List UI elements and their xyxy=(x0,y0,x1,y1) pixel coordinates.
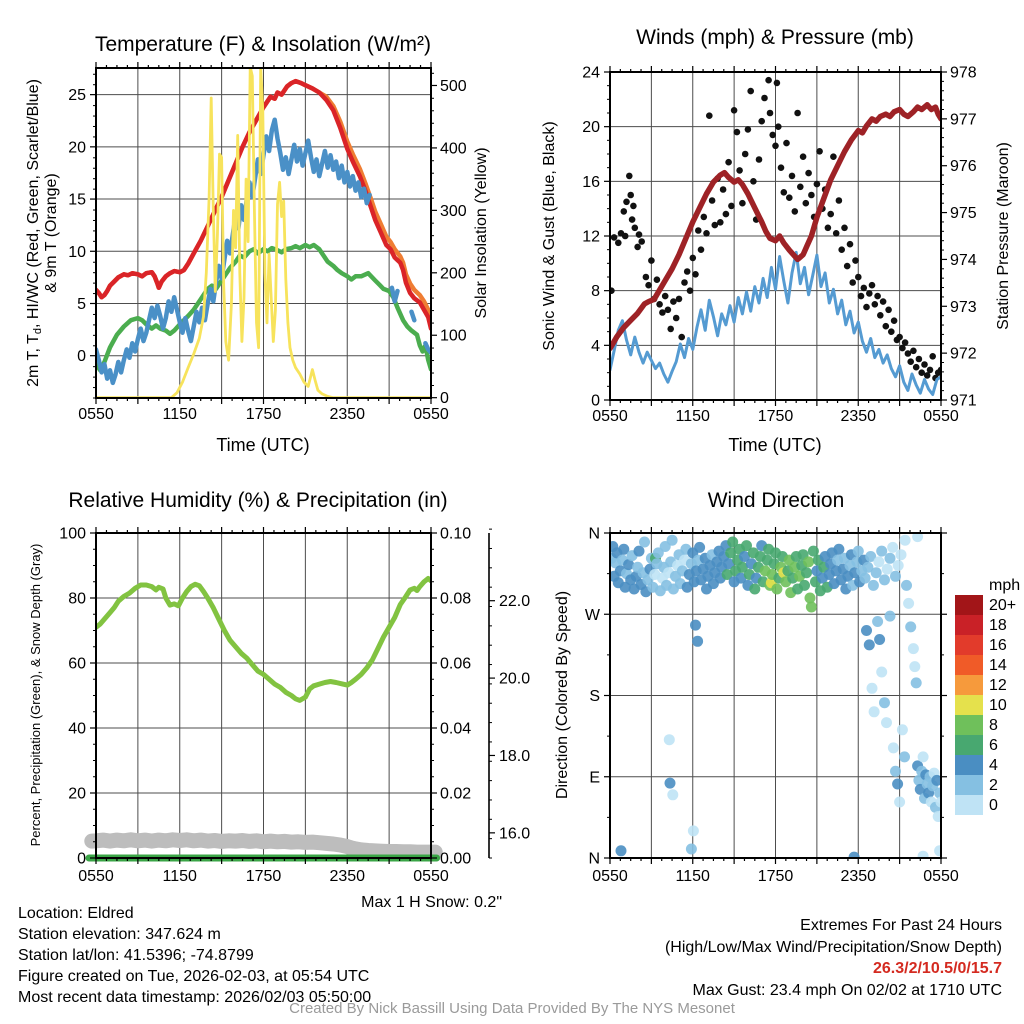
extremes-title: Extremes For Past 24 Hours xyxy=(800,917,1002,934)
gust-dots-dot xyxy=(797,184,804,191)
x-tick-label: 0550 xyxy=(413,406,449,423)
wind-direction-dots-dot xyxy=(873,556,884,567)
legend-swatch xyxy=(955,595,983,615)
wind-direction-dots-dot xyxy=(665,778,676,789)
chart2-plot-area xyxy=(582,65,977,426)
wind-direction-dots-dot xyxy=(860,573,871,584)
chart2-title: Winds (mph) & Pressure (mb) xyxy=(636,26,914,49)
gust-dots-dot xyxy=(706,112,713,119)
gust-dots-dot xyxy=(638,238,645,245)
wind-direction-dots-dot xyxy=(879,697,890,708)
wind-direction-dots-dot xyxy=(876,546,887,557)
legend-swatch xyxy=(955,695,983,715)
y-tick-label: 24 xyxy=(582,64,600,82)
gust-dots-dot xyxy=(814,181,821,188)
y-tick-label: 0.10 xyxy=(440,525,472,543)
y-tick-label: 400 xyxy=(440,140,467,158)
gust-dots-dot xyxy=(643,274,650,281)
legend-swatch xyxy=(955,655,983,675)
wind-direction-dots-dot xyxy=(934,845,945,856)
y-tick-label: 4 xyxy=(591,337,600,355)
gust-dots-dot xyxy=(769,132,776,139)
x-tick-label: 0550 xyxy=(923,868,959,885)
y-tick-label: 300 xyxy=(440,202,467,220)
gust-dots-dot xyxy=(739,200,746,207)
wind-direction-dots-dot xyxy=(664,734,675,745)
wind-direction-dots-dot xyxy=(639,537,650,548)
station-info xyxy=(18,903,371,1008)
legend-title: mph xyxy=(989,577,1021,594)
wind-direction-dots-dot xyxy=(688,825,699,836)
station-elevation: Station elevation: 347.624 m xyxy=(18,926,221,943)
gust-dots-dot xyxy=(827,211,834,218)
y-tick-label: 0 xyxy=(77,850,86,868)
y-tick-label: 0.08 xyxy=(440,590,472,608)
station-latlon: Station lat/lon: 41.5396; -74.8799 xyxy=(18,947,254,964)
legend-label: 12 xyxy=(989,677,1007,694)
gust-dots-dot xyxy=(816,148,823,155)
y-tick-label: 10 xyxy=(68,243,86,261)
y-tick-label: S xyxy=(589,688,600,705)
extremes-subtitle: (High/Low/Max Wind/Precipitation/Snow Depth) xyxy=(664,938,1002,956)
gust-dots-dot xyxy=(808,192,815,199)
x-tick-label: 1150 xyxy=(162,868,197,885)
max-snow-note: Max 1 H Snow: 0.2" xyxy=(361,894,502,911)
gust-dots-dot xyxy=(841,225,848,232)
y-tick-label: 100 xyxy=(440,327,467,345)
extremes-values: 26.3/2/10.5/0/15.7 xyxy=(873,960,1002,977)
gust-dots-dot xyxy=(772,143,779,150)
gust-dots-dot xyxy=(684,268,691,275)
chart-humidity-precipitation xyxy=(28,489,530,885)
gust-dots-dot xyxy=(849,279,856,286)
gust-dots-dot xyxy=(800,153,807,160)
figure-created: Figure created on Tue, 2026-02-03, at 05:54 UTC xyxy=(18,968,370,985)
x-tick-label: 1750 xyxy=(757,408,794,425)
gust-dots-dot xyxy=(767,110,774,117)
wind-direction-dots-dot xyxy=(876,667,887,678)
wind-direction-dots-dot xyxy=(869,706,880,717)
wind-direction-dots-dot xyxy=(879,574,890,585)
wind-direction-dots-dot xyxy=(686,844,697,855)
y-tick-label: 0.00 xyxy=(440,850,472,868)
legend-swatch xyxy=(955,775,983,795)
gust-dots-dot xyxy=(758,118,765,125)
gust-dots-dot xyxy=(703,230,710,237)
series-gust-dots xyxy=(608,77,944,382)
wind-direction-dots-dot xyxy=(749,584,760,595)
gust-dots-dot xyxy=(891,317,898,324)
gust-dots-dot xyxy=(734,129,741,136)
gust-dots-dot xyxy=(627,192,634,199)
y-tick-label: 500 xyxy=(440,77,467,95)
wind-direction-dots-dot xyxy=(616,845,627,856)
gust-dots-dot xyxy=(838,246,845,253)
gust-dots-dot xyxy=(623,199,630,206)
gust-dots-dot xyxy=(902,339,909,346)
x-tick-label: 1150 xyxy=(675,868,710,885)
gust-dots-dot xyxy=(747,88,754,95)
chart4-plot-area xyxy=(585,526,959,886)
gust-dots-dot xyxy=(858,293,865,300)
gust-dots-dot xyxy=(731,107,738,114)
gust-dots-dot xyxy=(927,367,934,374)
gust-dots-dot xyxy=(888,328,895,335)
x-tick-label: 0550 xyxy=(78,406,114,423)
gust-dots-dot xyxy=(701,214,708,221)
legend-label: 8 xyxy=(989,717,998,734)
y-tick-label: 16 xyxy=(582,173,600,191)
gust-dots-dot xyxy=(852,257,859,264)
gust-dots-dot xyxy=(847,241,854,248)
wind-direction-dots-dot xyxy=(918,851,929,862)
legend-label: 20+ xyxy=(989,597,1017,614)
y-tick-label: N xyxy=(588,850,600,868)
wind-direction-dots-dot xyxy=(690,620,701,631)
gust-dots-dot xyxy=(803,200,810,207)
gust-dots-dot xyxy=(634,244,641,251)
gust-dots-dot xyxy=(781,189,788,196)
gust-dots-dot xyxy=(692,271,699,278)
wind-direction-dots-dot xyxy=(897,724,908,735)
legend-swatch xyxy=(955,735,983,755)
gust-dots-dot xyxy=(709,197,716,204)
gust-dots-dot xyxy=(632,225,639,232)
wind-direction-dots-dot xyxy=(874,634,885,645)
gust-dots-dot xyxy=(929,353,936,360)
gust-dots-dot xyxy=(833,230,840,237)
gust-dots-dot xyxy=(621,208,628,215)
wind-direction-dots-dot xyxy=(896,549,907,560)
y-tick-label: 20 xyxy=(582,119,600,137)
gust-dots-dot xyxy=(789,173,796,180)
legend-swatch xyxy=(955,795,983,815)
y-tick-label: 975 xyxy=(950,205,977,223)
y-tick-label: 0.04 xyxy=(440,720,472,738)
y-tick-label: 60 xyxy=(68,655,86,673)
gust-dots-dot xyxy=(678,334,685,341)
wind-direction-dots-dot xyxy=(806,602,817,613)
gust-dots-dot xyxy=(836,197,843,204)
y-tick-label: 20 xyxy=(68,139,86,157)
chart1-left-axis-label-line2: & 9m T (Orange) xyxy=(43,173,60,293)
gust-dots-dot xyxy=(636,231,643,238)
chart2-right-axis-label: Station Pressure (Maroon) xyxy=(995,142,1012,330)
legend-label: 4 xyxy=(989,757,998,774)
wind-direction-dots-dot xyxy=(871,567,882,578)
y-tick-label: 973 xyxy=(950,298,977,316)
third-axis-tick-label: 18.0 xyxy=(499,747,531,765)
gust-dots-dot xyxy=(654,276,661,283)
gust-dots-dot xyxy=(629,216,636,223)
legend-label: 16 xyxy=(989,637,1007,654)
gust-dots-dot xyxy=(896,334,903,341)
y-tick-label: 12 xyxy=(582,228,600,246)
gust-dots-dot xyxy=(750,178,757,185)
legend-swatch xyxy=(955,675,983,695)
wind-direction-dots-dot xyxy=(908,643,919,654)
wind-direction-dots-dot xyxy=(901,580,912,591)
gust-dots-dot xyxy=(825,225,832,232)
gust-dots-dot xyxy=(723,211,730,218)
gust-dots-dot xyxy=(774,80,781,87)
chart3-plot-area xyxy=(59,526,530,886)
chart1-plot-area xyxy=(68,62,467,423)
gust-dots-dot xyxy=(673,315,680,322)
gust-dots-dot xyxy=(728,203,735,210)
wind-direction-dots-dot xyxy=(801,567,812,578)
y-tick-label: 978 xyxy=(950,64,977,82)
gust-dots-dot xyxy=(877,312,884,319)
third-axis-tick-label: 22.0 xyxy=(499,593,531,611)
gust-dots-dot xyxy=(861,285,868,292)
gust-dots-dot xyxy=(786,194,793,201)
x-tick-label: 1150 xyxy=(162,406,197,423)
y-tick-label: 0.06 xyxy=(440,655,472,673)
wind-direction-dots-dot xyxy=(881,717,892,728)
x-tick-label: 1150 xyxy=(675,408,710,425)
chart4-title: Wind Direction xyxy=(707,489,845,512)
third-axis-tick-label: 20.0 xyxy=(499,670,531,688)
y-tick-label: 0.02 xyxy=(440,785,472,803)
chart4-left-axis-label: Direction (Colored By Speed) xyxy=(554,590,571,800)
wind-direction-dots-dot xyxy=(803,556,814,567)
legend-swatch xyxy=(955,755,983,775)
y-tick-label: 25 xyxy=(68,87,86,105)
wind-direction-dots-dot xyxy=(905,621,916,632)
wind-direction-dots-dot xyxy=(887,542,898,553)
y-tick-label: 15 xyxy=(68,191,86,209)
y-tick-label: 971 xyxy=(950,392,977,410)
gust-dots-dot xyxy=(645,282,652,289)
extremes-block xyxy=(665,915,1002,1001)
legend-label: 10 xyxy=(989,697,1007,714)
x-tick-label: 0550 xyxy=(592,408,628,425)
legend-label: 14 xyxy=(989,657,1007,674)
y-tick-label: 977 xyxy=(950,111,977,129)
y-tick-label: 100 xyxy=(59,525,86,543)
gust-dots-dot xyxy=(687,287,694,294)
gust-dots-dot xyxy=(690,255,697,262)
gust-dots-dot xyxy=(910,348,917,355)
wind-direction-dots-dot xyxy=(667,789,678,800)
gust-dots-dot xyxy=(698,246,705,253)
wind-direction-dots-dot xyxy=(903,598,914,609)
y-tick-label: W xyxy=(584,606,600,624)
gust-dots-dot xyxy=(872,301,879,308)
wind-direction-dots-dot xyxy=(634,546,645,557)
y-tick-label: 20 xyxy=(68,785,86,803)
wind-direction-dots-dot xyxy=(771,584,782,595)
chart1-left-axis-label-line1: 2m T, Td, HI/WC (Red, Green, Scarlet/Blue) xyxy=(25,79,44,387)
gust-dots-dot xyxy=(863,304,870,311)
third-axis-tick-label: 16.0 xyxy=(499,825,531,843)
wind-direction-dots-dot xyxy=(899,751,910,762)
x-tick-label: 0550 xyxy=(923,408,959,425)
y-tick-label: 5 xyxy=(77,295,86,313)
gust-dots-dot xyxy=(885,307,892,314)
gust-dots-dot xyxy=(665,307,672,314)
y-tick-label: 0 xyxy=(440,390,449,408)
y-tick-label: 0 xyxy=(591,392,600,410)
wind-direction-dots-dot xyxy=(861,625,872,636)
gust-dots-dot xyxy=(648,257,655,264)
gust-dots-dot xyxy=(794,110,801,117)
gust-dots-dot xyxy=(844,263,851,270)
gust-dots-dot xyxy=(745,126,752,133)
gust-dots-dot xyxy=(630,203,637,210)
max-gust: Max Gust: 23.4 mph On 02/02 at 1710 UTC xyxy=(692,981,1002,999)
y-tick-label: 40 xyxy=(68,720,86,738)
chart3-title: Relative Humidity (%) & Precipitation (in) xyxy=(68,489,448,512)
y-tick-label: E xyxy=(589,769,600,787)
gust-dots-dot xyxy=(681,279,688,286)
x-tick-label: 2350 xyxy=(840,868,877,885)
gust-dots-dot xyxy=(676,296,683,303)
gust-dots-dot xyxy=(805,170,812,177)
wind-direction-dots-dot xyxy=(890,571,901,582)
chart1-right-axis-label: Solar Insolation (Yellow) xyxy=(473,147,490,319)
wind-direction-dots-dot xyxy=(918,751,929,762)
gust-dots-dot xyxy=(667,326,674,333)
gust-dots-dot xyxy=(880,298,887,305)
legend-label: 6 xyxy=(989,737,998,754)
chart2-x-axis-label: Time (UTC) xyxy=(728,435,822,455)
gust-dots-dot xyxy=(907,358,914,365)
wind-direction-dots-dot xyxy=(900,535,911,546)
gust-dots-dot xyxy=(736,167,743,174)
gust-dots-dot xyxy=(615,240,622,247)
chart-temperature-insolation xyxy=(25,33,490,455)
x-tick-label: 0550 xyxy=(413,868,449,885)
wind-direction-dots-dot xyxy=(933,811,944,822)
chart-wind-direction xyxy=(554,489,1020,885)
y-tick-label: 200 xyxy=(440,265,467,283)
x-tick-label: 2350 xyxy=(329,868,366,885)
legend-label: 18 xyxy=(989,617,1007,634)
gust-dots-dot xyxy=(720,186,727,193)
legend-label: 0 xyxy=(989,797,998,814)
gust-dots-dot xyxy=(913,364,920,371)
y-tick-label: 0 xyxy=(77,348,86,366)
gust-dots-dot xyxy=(866,290,873,297)
gust-dots-dot xyxy=(742,151,749,158)
legend-swatch xyxy=(955,715,983,735)
gust-dots-dot xyxy=(765,77,772,84)
y-tick-label: 974 xyxy=(950,251,977,269)
recent-timestamp: Most recent data timestamp: 2026/02/03 05:50:00 xyxy=(18,989,372,1006)
legend-label: 2 xyxy=(989,777,998,794)
chart1-title: Temperature (F) & Insolation (W/m²) xyxy=(94,33,432,56)
gust-dots-dot xyxy=(662,293,669,300)
x-tick-label: 0550 xyxy=(78,868,114,885)
gust-dots-dot xyxy=(921,361,928,368)
wind-direction-dots-dot xyxy=(909,661,920,672)
gust-dots-dot xyxy=(670,298,677,305)
gust-dots-dot xyxy=(717,219,724,226)
wind-direction-dots-dot xyxy=(667,535,678,546)
credit-line: Created By Nick Bassill Using Data Provided By The NYS Mesonet xyxy=(289,1000,735,1017)
gust-dots-dot xyxy=(611,234,618,241)
wind-direction-dots-dot xyxy=(892,779,903,790)
series-wind-direction-dots xyxy=(606,531,947,863)
wind-direction-dots-dot xyxy=(893,560,904,571)
x-tick-label: 1750 xyxy=(245,868,282,885)
y-tick-label: 80 xyxy=(68,590,86,608)
x-tick-label: 0550 xyxy=(592,868,628,885)
station-location: Location: Eldred xyxy=(18,905,134,922)
wind-direction-dots-dot xyxy=(692,636,703,647)
y-tick-label: 972 xyxy=(950,345,977,363)
legend-swatch xyxy=(955,635,983,655)
legend-swatch xyxy=(955,615,983,635)
gust-dots-dot xyxy=(775,123,782,130)
gust-dots-dot xyxy=(874,293,881,300)
x-tick-label: 1750 xyxy=(757,868,794,885)
gust-dots-dot xyxy=(761,95,768,102)
gust-dots-dot xyxy=(830,153,837,160)
gust-dots-dot xyxy=(916,356,923,363)
wind-direction-dots-dot xyxy=(867,683,878,694)
gust-dots-dot xyxy=(756,156,763,163)
wind-direction-dots-dot xyxy=(911,677,922,688)
wind-speed-legend xyxy=(955,577,1020,815)
gust-dots-dot xyxy=(792,208,799,215)
gust-dots-dot xyxy=(783,140,790,147)
gust-dots-dot xyxy=(695,227,702,234)
wind-direction-dots-dot xyxy=(894,797,905,808)
chart-winds-pressure xyxy=(541,26,1012,455)
wind-direction-dots-dot xyxy=(694,542,705,553)
wind-direction-dots-dot xyxy=(890,766,901,777)
y-tick-label: N xyxy=(588,525,600,543)
wind-direction-dots-dot xyxy=(882,564,893,575)
chart2-left-axis-label: Sonic Wind & Gust (Blue, Black) xyxy=(541,121,558,351)
gust-dots-dot xyxy=(622,233,629,240)
wind-direction-dots-dot xyxy=(888,742,899,753)
gust-dots-dot xyxy=(855,274,862,281)
chart3-left-axis-label: Percent, Precipitation (Green), & Snow Depth (Gray) xyxy=(28,543,43,847)
gust-dots-dot xyxy=(725,159,732,166)
x-tick-label: 1750 xyxy=(245,406,282,423)
gust-dots-dot xyxy=(626,173,633,180)
wind-direction-dots-dot xyxy=(868,580,879,591)
x-tick-label: 2350 xyxy=(840,408,877,425)
gust-dots-dot xyxy=(869,282,876,289)
wind-direction-dots-dot xyxy=(799,580,810,591)
y-tick-label: 8 xyxy=(591,283,600,301)
y-tick-label: 976 xyxy=(950,158,977,176)
gust-dots-dot xyxy=(656,301,663,308)
wind-direction-dots-dot xyxy=(872,616,883,627)
wind-direction-dots-dot xyxy=(885,611,896,622)
wind-direction-dots-dot xyxy=(864,639,875,650)
chart1-x-axis-label: Time (UTC) xyxy=(216,435,310,455)
gust-dots-dot xyxy=(883,323,890,330)
x-tick-label: 2350 xyxy=(329,406,366,423)
gust-dots-dot xyxy=(778,164,785,171)
